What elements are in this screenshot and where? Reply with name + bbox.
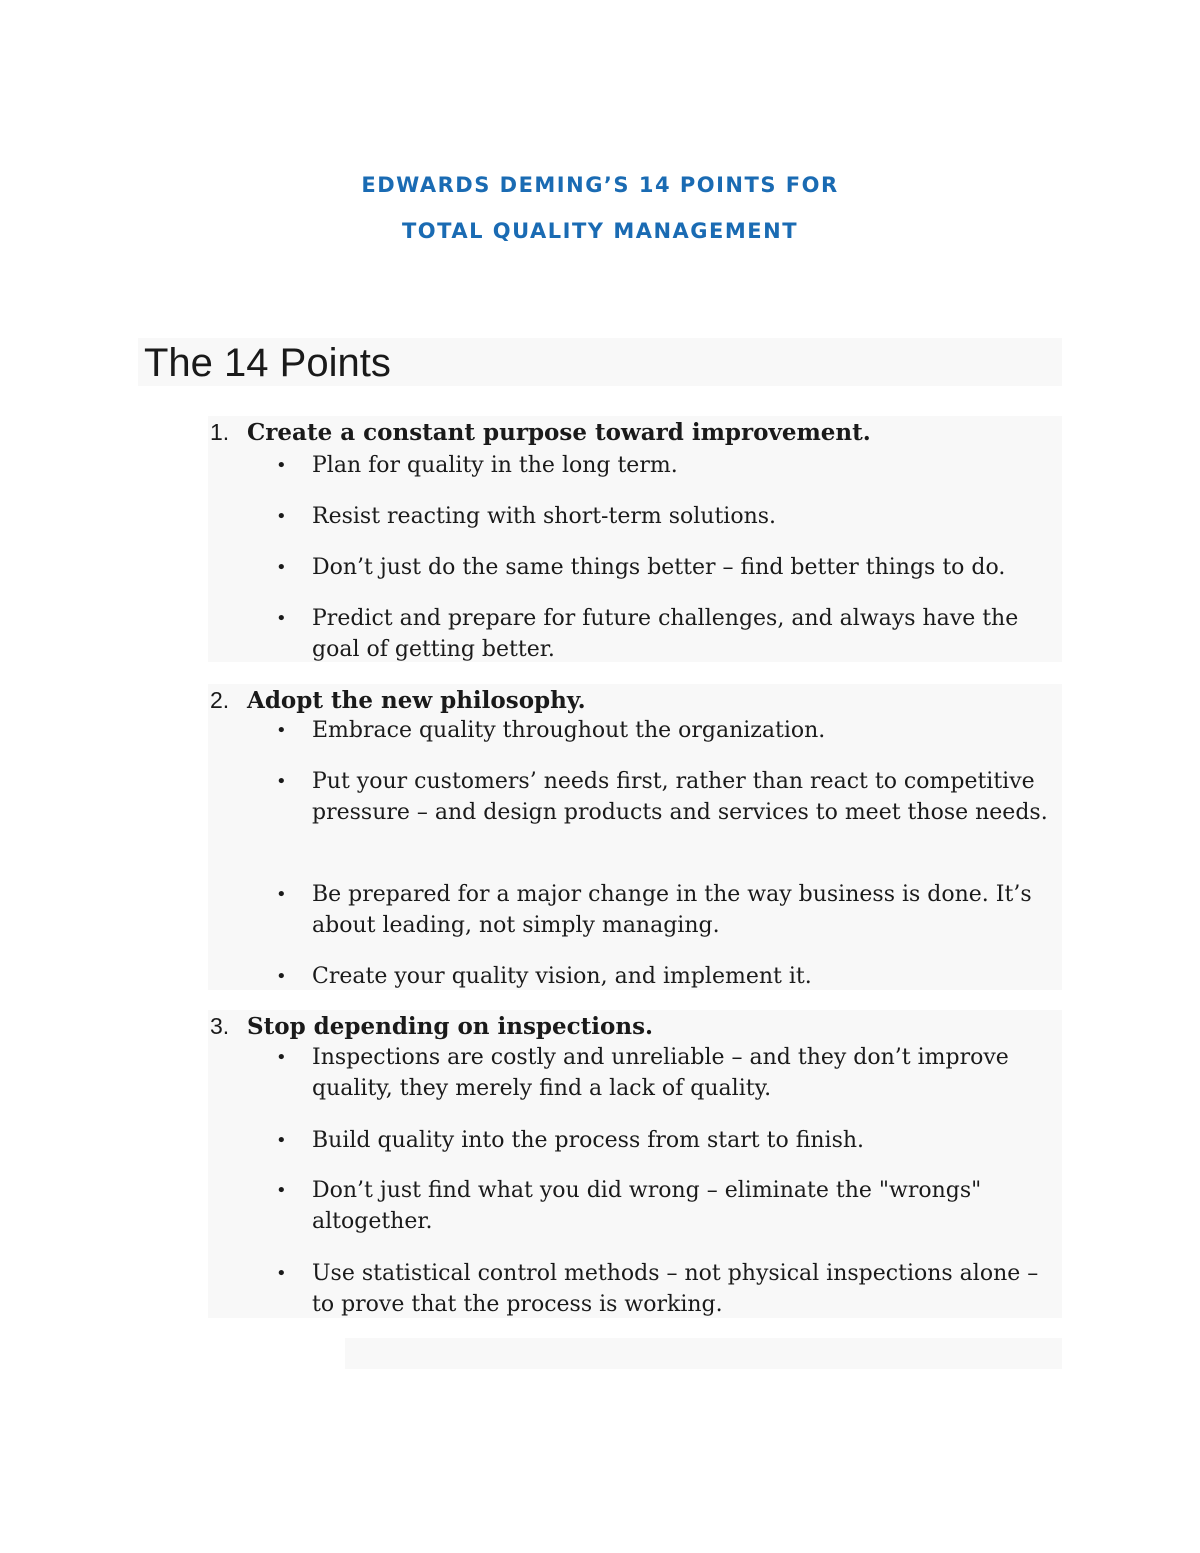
- bullet-item: [276, 603, 1062, 665]
- bullet-item: [276, 879, 1062, 941]
- bullet-icon: •: [276, 884, 287, 905]
- bullet-text: Inspections are costly and unreliable – and they don’t improve quality, they merely find a lack of quality.: [312, 1045, 1009, 1101]
- bullet-item: [276, 1175, 1062, 1237]
- point-number: 2.: [210, 687, 230, 713]
- bullet-icon: •: [276, 966, 287, 987]
- bullet-text: Resist reacting with short-term solutions.: [312, 504, 777, 529]
- point-item: [208, 416, 1062, 662]
- bullet-item: [276, 766, 1062, 828]
- bullet-icon: •: [276, 455, 287, 476]
- bullet-item: [276, 1125, 1062, 1156]
- point-number: 1.: [210, 419, 230, 445]
- point-item: [208, 1010, 1062, 1318]
- point-title: Create a constant purpose toward improvement.: [247, 419, 871, 446]
- bullet-item: [276, 501, 1062, 532]
- point-number: 3.: [210, 1013, 230, 1039]
- bullet-text: Embrace quality throughout the organization.: [312, 718, 826, 743]
- bullet-icon: •: [276, 1047, 287, 1068]
- bullet-text: Don’t just find what you did wrong – eliminate the "wrongs" altogether.: [312, 1178, 982, 1234]
- point-title-row: [208, 1010, 653, 1042]
- bullet-text: Put your customers’ needs first, rather than react to competitive pressure – and design products and services to meet those needs.: [312, 769, 1048, 825]
- bullet-item: [276, 1258, 1062, 1320]
- bullet-icon: •: [276, 1130, 287, 1151]
- bullet-text: Build quality into the process from start to finish.: [312, 1128, 865, 1153]
- bullet-item: [276, 552, 1062, 583]
- bullet-text: Don’t just do the same things better – find better things to do.: [312, 555, 1006, 580]
- bullet-item: [276, 1042, 1062, 1104]
- empty-highlight-bar: [345, 1338, 1062, 1369]
- bullet-icon: •: [276, 1180, 287, 1201]
- bullet-icon: •: [276, 557, 287, 578]
- bullet-text: Create your quality vision, and implement it.: [312, 964, 812, 989]
- bullet-icon: •: [276, 771, 287, 792]
- bullet-icon: •: [276, 720, 287, 741]
- document-title-line-1: EDWARDS DEMING’S 14 POINTS FOR: [361, 173, 839, 197]
- bullet-item: [276, 715, 1062, 746]
- bullet-icon: •: [276, 608, 287, 629]
- document-title-line-2: TOTAL QUALITY MANAGEMENT: [401, 219, 799, 243]
- point-title: Adopt the new philosophy.: [247, 687, 586, 714]
- bullet-item: [276, 961, 1062, 992]
- bullet-text: Use statistical control methods – not physical inspections alone – to prove that the process is working.: [312, 1261, 1039, 1317]
- bullet-item: [276, 450, 1062, 481]
- point-title-row: [208, 416, 871, 448]
- bullet-text: Predict and prepare for future challenges, and always have the goal of getting better.: [312, 606, 1019, 662]
- section-heading: The 14 Points: [138, 338, 1062, 386]
- point-title-row: [208, 684, 586, 716]
- bullet-icon: •: [276, 1263, 287, 1284]
- bullet-text: Be prepared for a major change in the way business is done. It’s about leading, not simply managing.: [312, 882, 1032, 938]
- point-title: Stop depending on inspections.: [247, 1013, 654, 1040]
- bullet-text: Plan for quality in the long term.: [312, 453, 678, 478]
- bullet-icon: •: [276, 506, 287, 527]
- point-item: [208, 684, 1062, 990]
